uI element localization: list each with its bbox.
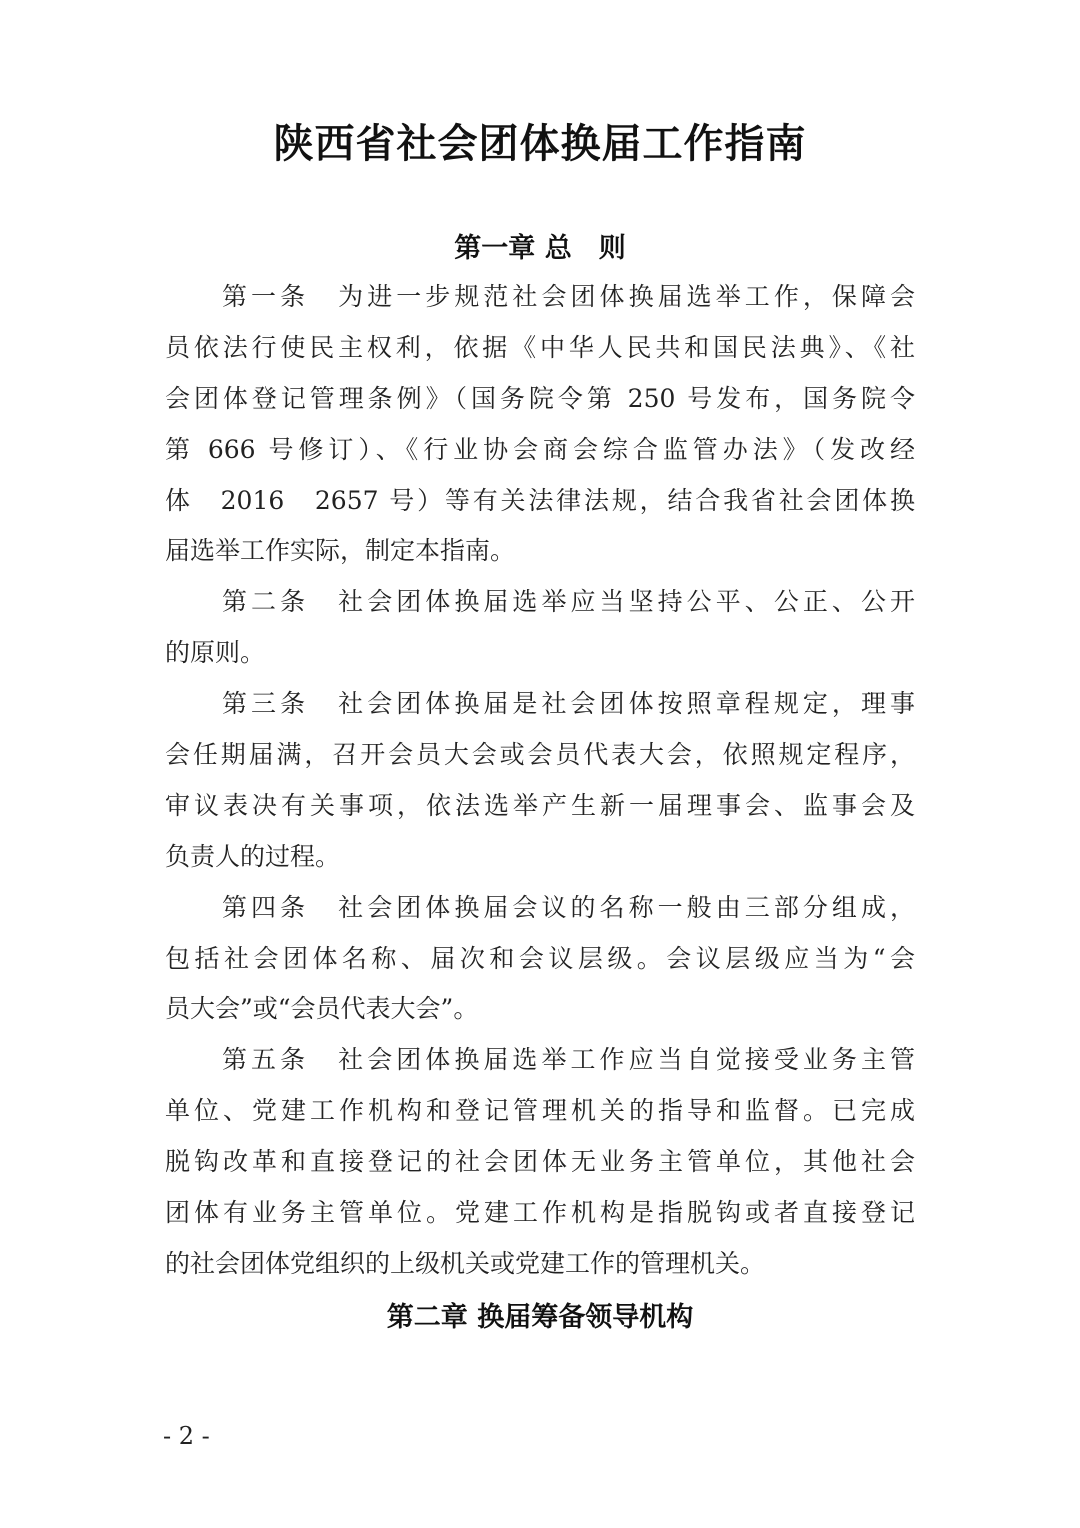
article-paragraph (165, 577, 915, 679)
chapter-1-heading: 第一章 总 则 (454, 233, 626, 264)
article-paragraph (165, 883, 915, 1036)
text-line: 会团体登记管理条例》（国务院令第 250 号发布，国务院令 (165, 383, 915, 413)
article-paragraph (165, 272, 915, 577)
article-paragraph (165, 1035, 915, 1289)
text-line: 单位、党建工作机构和登记管理机关的指导和监督。已完成 (165, 1096, 915, 1126)
text-line: 第二条 社会团体换届选举应当坚持公平、公正、公开 (222, 587, 915, 617)
text-line: 第 666 号修订）、《行业协会商会综合监管办法》（发改经 (165, 434, 915, 464)
page-number: - 2 - (163, 1422, 210, 1450)
text-line: 第五条 社会团体换届选举工作应当自觉接受业务主管 (222, 1045, 915, 1075)
text-line: 员依法行使民主权利，依据《中华人民共和国民法典》、《社 (165, 332, 915, 362)
text-line: 体 2016 2657 号）等有关法律法规，结合我省社会团体换 (165, 485, 915, 515)
text-line: 审议表决有关事项，依法选举产生新一届理事会、监事会及 (165, 790, 915, 820)
text-line: 第四条 社会团体换届会议的名称一般由三部分组成， (222, 892, 915, 922)
text-line: 脱钩改革和直接登记的社会团体无业务主管单位，其他社会 (165, 1147, 915, 1177)
text-line: 第三条 社会团体换届是社会团体按照章程规定，理事 (222, 689, 915, 719)
text-line: 负责人的过程。 (165, 841, 341, 871)
document-body (165, 272, 915, 1290)
text-line: 包括社会团体名称、届次和会议层级。会议层级应当为“会 (165, 943, 915, 973)
text-line: 届选举工作实际，制定本指南。 (165, 536, 516, 566)
text-line: 的原则。 (165, 638, 266, 668)
text-line: 会任期届满，召开会员大会或会员代表大会，依照规定程序， (165, 740, 915, 770)
text-line: 员大会”或“会员代表大会”。 (165, 994, 479, 1024)
text-line: 第一条 为进一步规范社会团体换届选举工作，保障会 (222, 282, 915, 311)
text-line: 团体有业务主管单位。党建工作机构是指脱钩或者直接登记 (165, 1198, 915, 1228)
article-paragraph (165, 679, 915, 883)
document-title: 陕西省社会团体换届工作指南 (273, 120, 807, 167)
chapter-2-heading: 第二章 换届筹备领导机构 (386, 1302, 694, 1333)
text-line: 的社会团体党组织的上级机关或党建工作的管理机关。 (165, 1248, 766, 1278)
